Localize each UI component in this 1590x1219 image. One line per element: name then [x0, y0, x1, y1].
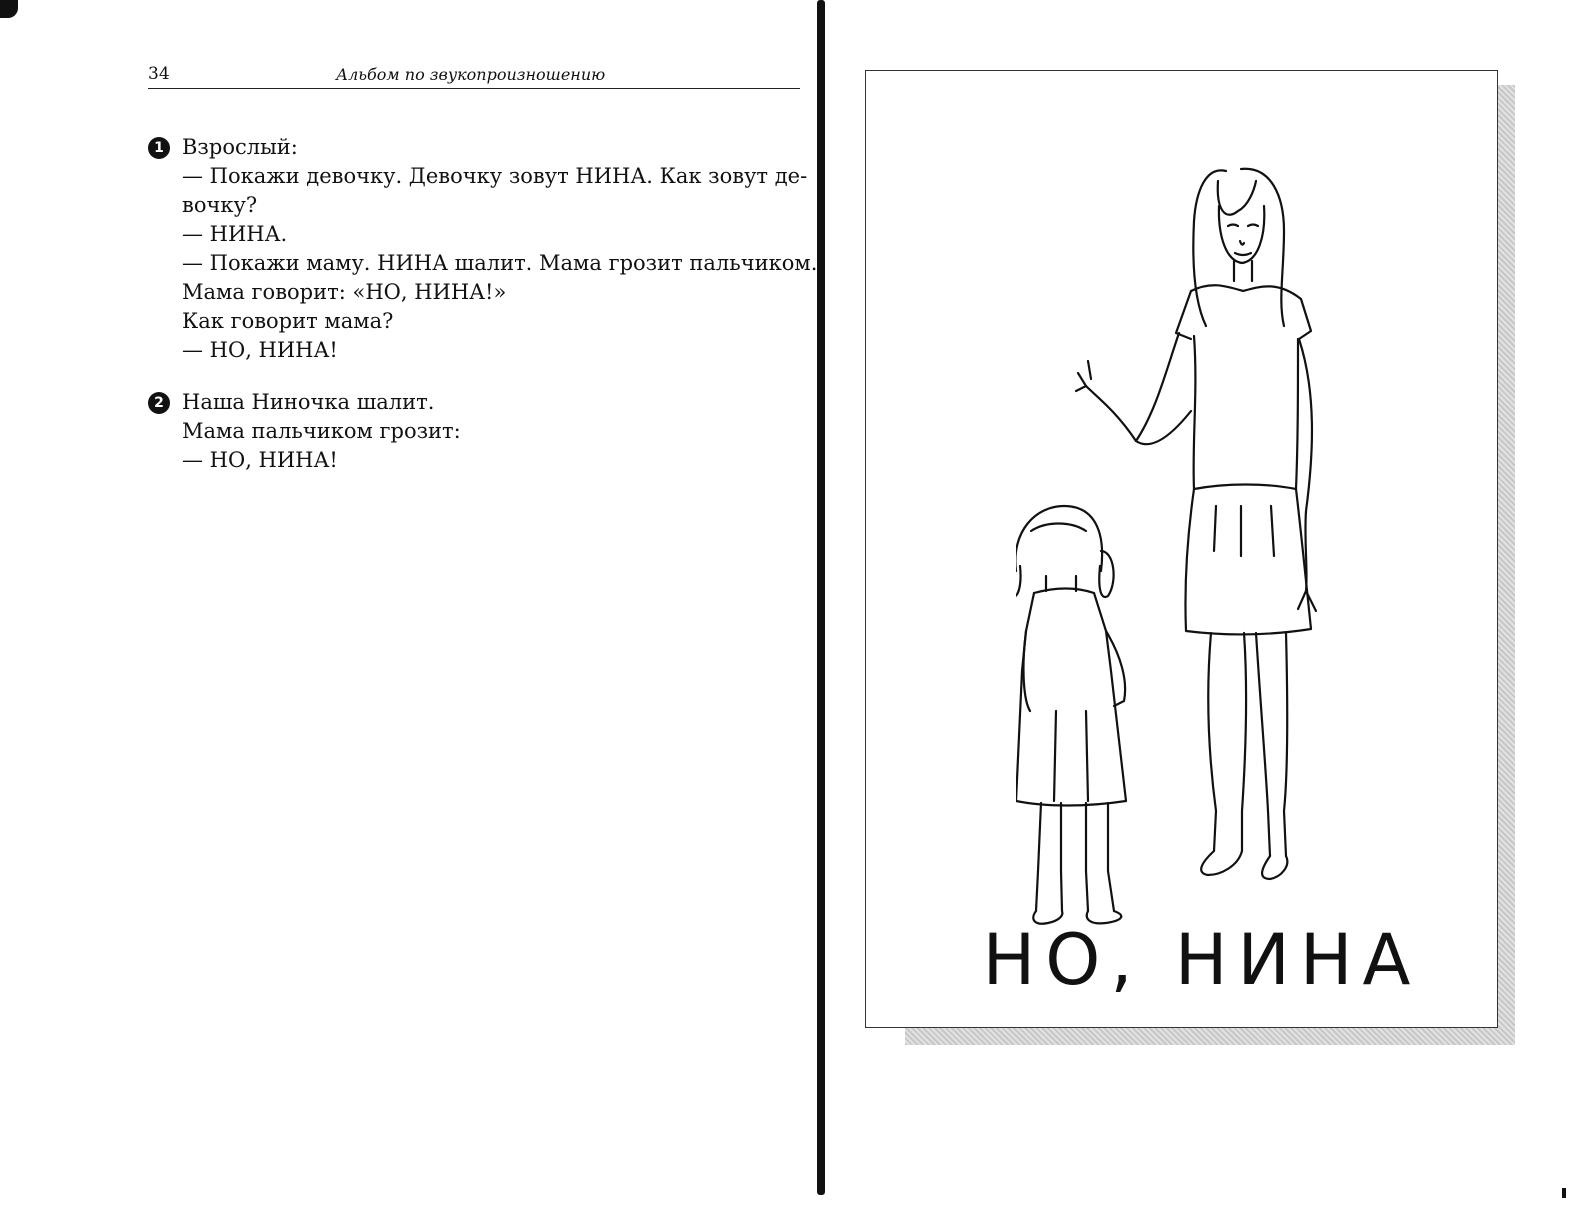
exercise-line: Мама говорит: «НО, НИНА!»	[182, 280, 507, 304]
exercise-line: Наша Ниночка шалит.	[182, 390, 435, 414]
book-spine	[817, 0, 825, 1195]
exercise-2	[148, 388, 808, 475]
mother-and-girl-illustration	[1016, 111, 1356, 931]
exercise-line: — Покажи девочку. Девочку зовут НИНА. Как зовут де-	[182, 164, 808, 188]
exercise-line: — НО, НИНА!	[182, 448, 338, 472]
exercise-line: — Покажи маму. НИНА шалит. Мама грозит пальчиком.	[182, 251, 818, 275]
mother-figure	[1076, 169, 1316, 879]
exercise-line: — НИНА.	[182, 222, 288, 246]
exercise-line: Мама пальчиком грозит:	[182, 419, 461, 443]
girl-figure	[1016, 506, 1126, 924]
scan-edge-mark	[1562, 1188, 1566, 1198]
book-title: Альбом по звукопроизношению	[336, 65, 606, 84]
running-head	[148, 60, 800, 89]
exercise-line: Взрослый:	[182, 135, 298, 159]
picture-card	[865, 70, 1498, 1028]
page-number: 34	[148, 64, 170, 84]
exercise-number-badge: 1	[148, 137, 170, 159]
exercise-line: вочку?	[182, 193, 258, 217]
exercise-line: Как говорит мама?	[182, 309, 394, 333]
exercise-1	[148, 133, 818, 365]
exercise-number-badge: 2	[148, 392, 170, 414]
exercise-line: — НО, НИНА!	[182, 338, 338, 362]
card-caption: НО, НИНА	[982, 919, 1421, 1001]
scan-corner-mark	[0, 0, 18, 18]
